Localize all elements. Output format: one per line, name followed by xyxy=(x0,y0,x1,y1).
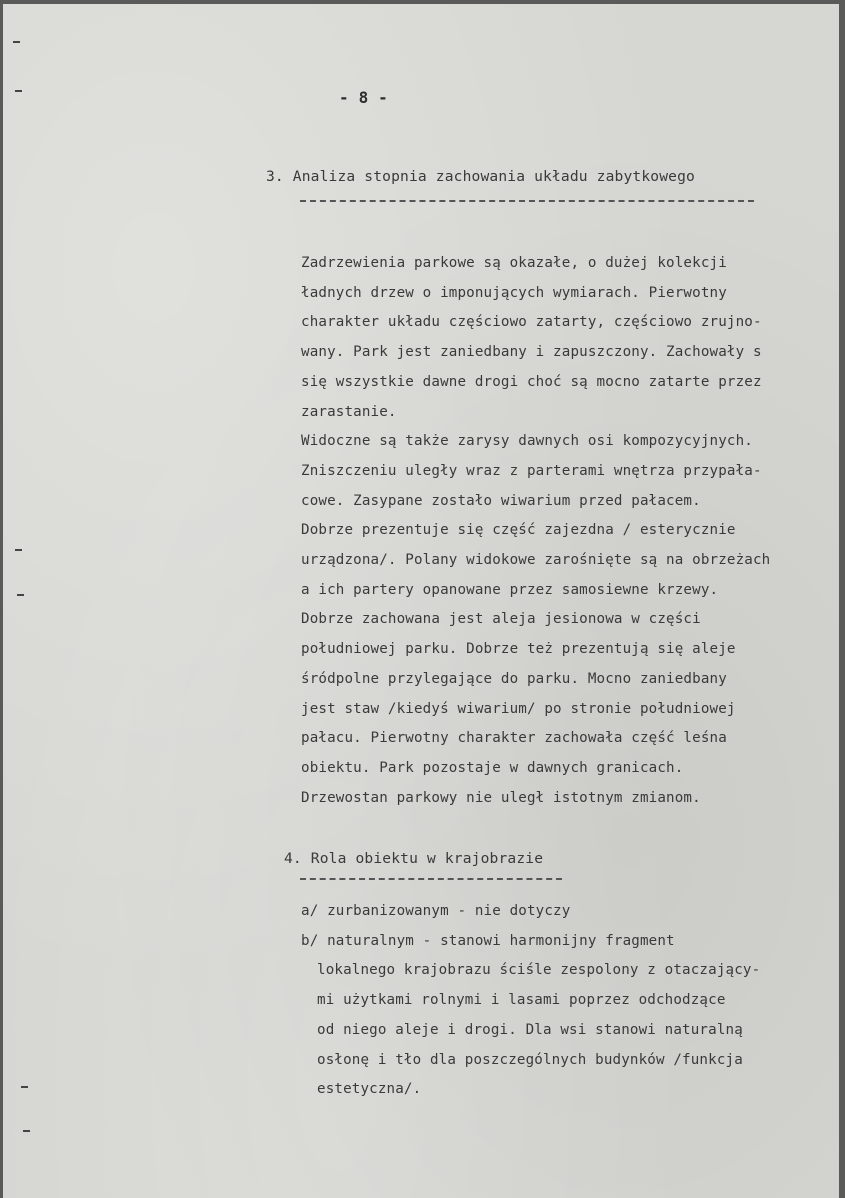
list-item-b-continuation: od niego aleje i drogi. Dla wsi stanowi naturalną xyxy=(317,1021,743,1038)
margin-tick-mark xyxy=(17,594,24,596)
margin-tick-mark xyxy=(21,1086,28,1088)
list-item-b-continuation: mi użytkami rolnymi i lasami poprzez odchodzące xyxy=(317,992,726,1009)
section-3-heading: 3. Analiza stopnia zachowania układu zabytkowego xyxy=(266,168,695,185)
body-line: Zniszczeniu uległy wraz z parterami wnętrza przypała- xyxy=(301,462,762,479)
section-3-body xyxy=(301,249,841,813)
body-line: zarastanie. xyxy=(301,403,397,420)
list-item-a: a/ zurbanizowanym - nie dotyczy xyxy=(301,903,571,919)
margin-tick-mark xyxy=(23,1130,30,1132)
list-item-b-continuation: osłonę i tło dla poszczególnych budynków /funkcja xyxy=(317,1051,743,1068)
body-line: śródpolne przylegające do parku. Mocno zaniedbany xyxy=(301,670,727,687)
list-item-b: b/ naturalnym - stanowi harmonijny fragment xyxy=(301,932,675,949)
body-line: cowe. Zasypane zostało wiwarium przed pałacem. xyxy=(301,492,701,509)
section-4-underline xyxy=(300,878,562,880)
body-line: wany. Park jest zaniedbany i zapuszczony. Zachowały s xyxy=(301,344,762,361)
body-line: Zadrzewienia parkowe są okazałe, o dużej kolekcji xyxy=(301,255,727,271)
body-line: obiektu. Park pozostaje w dawnych granicach. xyxy=(301,759,684,776)
margin-tick-mark xyxy=(13,41,20,43)
list-item-b-continuation: lokalnego krajobrazu ściśle zespolony z otaczający- xyxy=(317,962,761,979)
margin-tick-mark xyxy=(15,90,22,92)
body-line: Drzewostan parkowy nie uległ istotnym zmianom. xyxy=(301,789,701,806)
document-page xyxy=(3,4,839,1198)
body-line: ładnych drzew o imponujących wymiarach. Pierwotny xyxy=(301,284,727,301)
body-line: urządzona/. Polany widokowe zarośnięte są na obrzeżach xyxy=(301,552,771,569)
section-4-heading: 4. Rola obiektu w krajobrazie xyxy=(284,850,544,867)
body-line: a ich partery opanowane przez samosiewne krzewy. xyxy=(301,581,719,598)
body-line: Dobrze zachowana jest aleja jesionowa w części xyxy=(301,611,701,628)
body-line: charakter układu częściowo zatarty, częściowo zrujno- xyxy=(301,314,762,331)
body-line: pałacu. Pierwotny charakter zachowała część leśna xyxy=(301,730,727,747)
body-line: południowej parku. Dobrze też prezentują się aleje xyxy=(301,641,736,658)
body-line: jest staw /kiedyś wiwarium/ po stronie południowej xyxy=(301,700,736,717)
section-3-underline xyxy=(300,200,754,202)
section-4-body xyxy=(301,897,841,1105)
body-line: Widoczne są także zarysy dawnych osi kompozycyjnych. xyxy=(301,433,753,450)
list-item-b-continuation: estetyczna/. xyxy=(317,1081,422,1098)
body-line: Dobrze prezentuje się część zajezdna / esterycznie xyxy=(301,522,736,539)
body-line: się wszystkie dawne drogi choć są mocno zatarte przez xyxy=(301,373,762,390)
page-number: - 8 - xyxy=(339,88,388,107)
margin-tick-mark xyxy=(15,549,22,551)
